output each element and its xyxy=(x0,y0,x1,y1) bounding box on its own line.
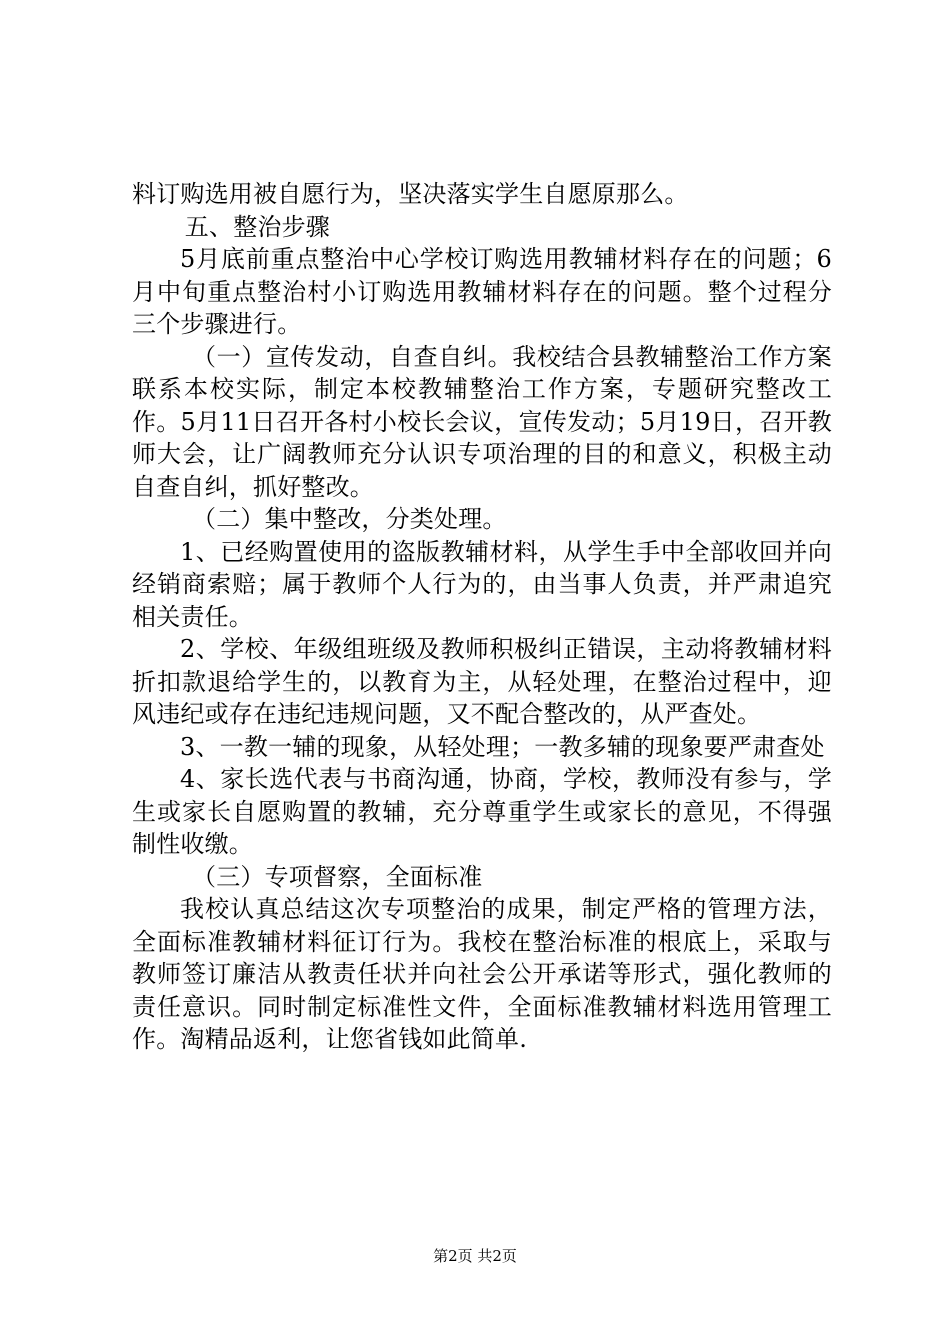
subsection-heading-supervision: （三）专项督察，全面标准 xyxy=(192,862,483,891)
list-item-4: 4、家长选代表与书商沟通，协商，学校，教师没有参与，学生或家长自愿购置的教辅，充分尊重学生或家长的意见，不得强制性收缴。 xyxy=(132,765,832,858)
page-footer: 第2页 共2页 xyxy=(433,1247,517,1265)
subsection-publicity: （一）宣传发动，自查自纠。我校结合县教辅整治工作方案联系本校实际，制定本校教辅整治工作方案，专题研究整改工作。5月11日召开各村小校长会议，宣传发动；5月19日，召开教师大会，让广阔教师充分认识专项治理的目的和意义，积极主动自查自纠，抓好整改。 xyxy=(132,342,832,501)
paragraph-schedule: 5月底前重点整治中心学校订购选用教辅材料存在的问题；6月中旬重点整治村小订购选用教辅材料存在的问题。整个过程分三个步骤进行。 xyxy=(132,245,832,338)
list-item-1: 1、已经购置使用的盗版教辅材料，从学生手中全部收回并向经销商索赔；属于教师个人行为的，由当事人负责，并严肃追究相关责任。 xyxy=(132,537,832,631)
paragraph-continuation: 料订购选用被自愿行为，坚决落实学生自愿原那么。 xyxy=(132,180,689,208)
document-body xyxy=(132,178,832,1056)
list-item-3: 3、一教一辅的现象，从轻处理；一教多辅的现象要严肃查处 xyxy=(180,732,825,761)
paragraph-summary: 我校认真总结这次专项整治的成果，制定严格的管理方法，全面标准教辅材料征订行为。我校在整治标准的根底上，采取与教师签订廉洁从教责任状并向社会公开承诺等形式，强化教师的责任意识。同时制定标准性文件，全面标准教辅材料选用管理工作。淘精品返利，让您省钱如此简单. xyxy=(132,895,832,1053)
subsection-heading-rectification: （二）集中整改，分类处理。 xyxy=(192,505,507,533)
list-item-2: 2、学校、年级组班级及教师积极纠正错误，主动将教辅材料折扣款退给学生的，以教育为主，从轻处理，在整治过程中，迎风违纪或存在违纪违规问题，又不配合整改的，从严查处。 xyxy=(132,635,832,728)
section-heading-steps: 五、整治步骤 xyxy=(184,212,330,241)
